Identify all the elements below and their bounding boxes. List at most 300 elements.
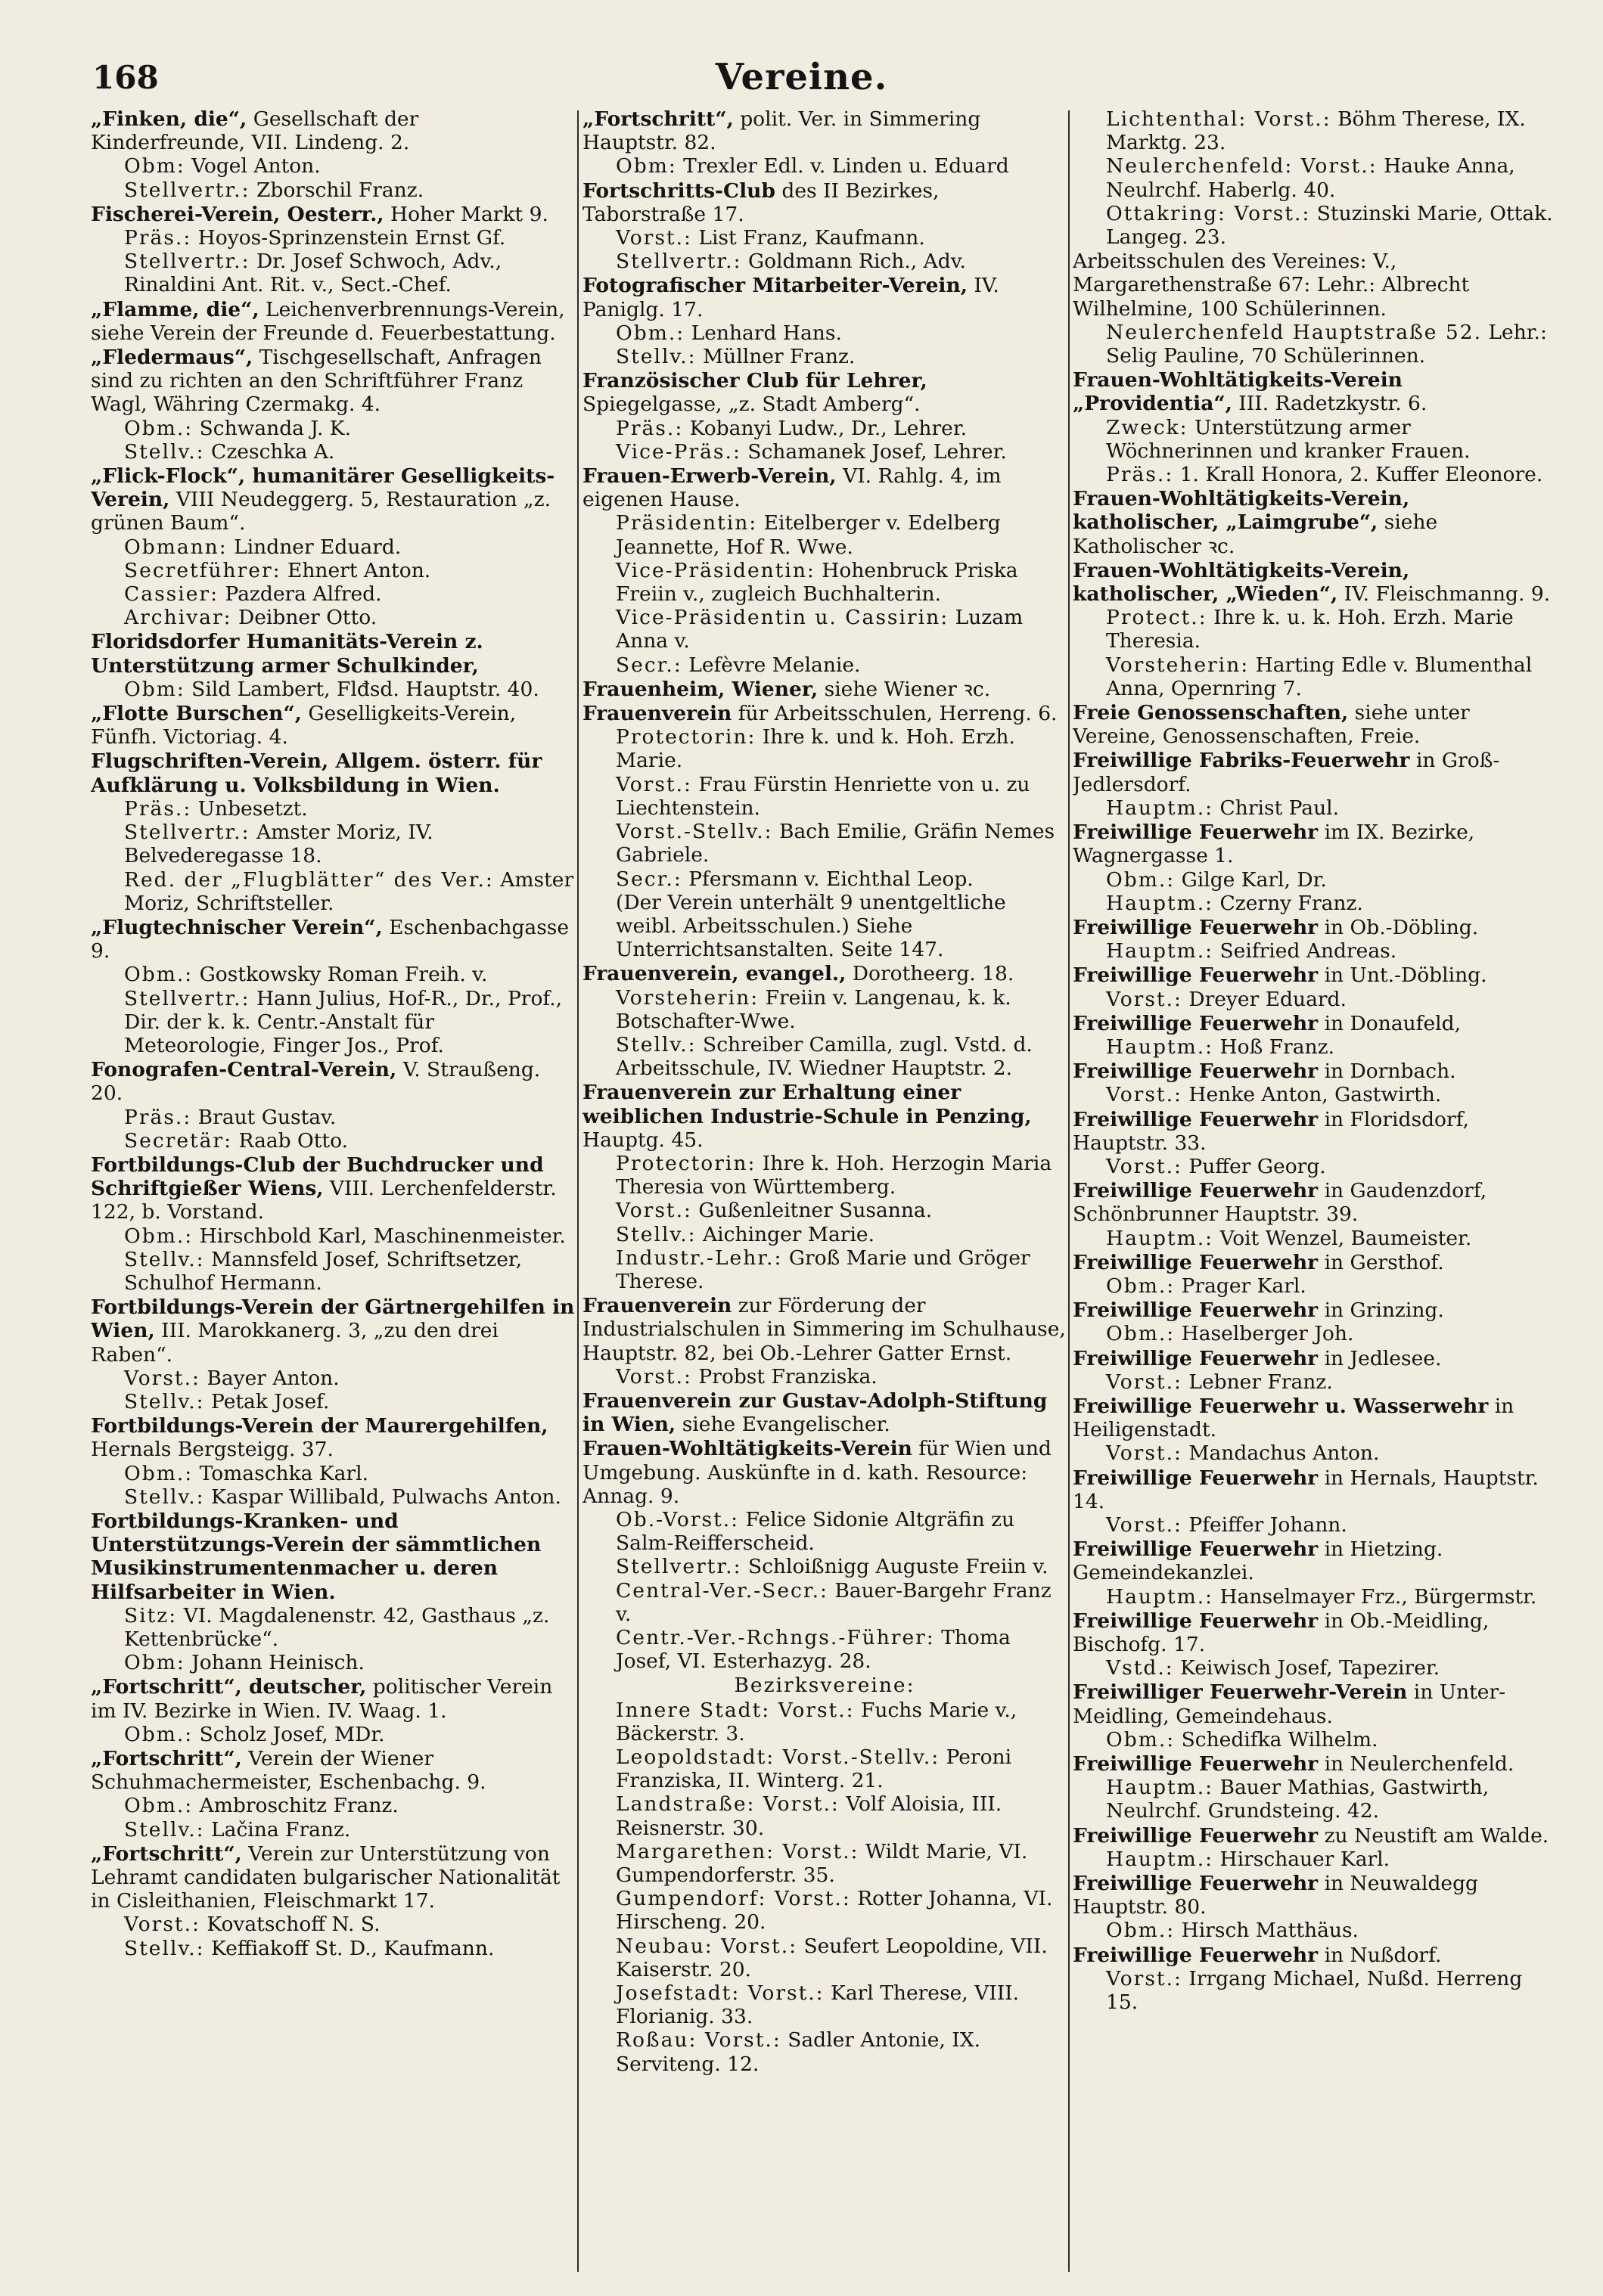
directory-entry <box>91 346 575 464</box>
entry-heading: Freiwillige Feuerwehr <box>1073 1107 1319 1131</box>
entry-officer <box>582 1199 1067 1222</box>
entry-officer <box>91 963 575 986</box>
officer-role: Präs.: <box>124 1105 192 1129</box>
officer-role: Stellv.: <box>616 1032 697 1056</box>
entry-officer <box>582 226 1067 250</box>
officer-name: Böhm Therese, IX. Marktg. 23. <box>1106 107 1526 155</box>
officer-role: Obmann: <box>124 535 228 559</box>
entry-officer <box>91 440 575 464</box>
officer-name: Dr. Josef Schwoch, Adv., Rinaldini Ant. Rit. v., Sect.-Chef. <box>124 250 502 297</box>
officer-role: Secr.: <box>616 653 682 677</box>
officer-name: Gostkowsky Roman Freih. v. <box>193 963 488 987</box>
officer-role: Vorst.: <box>124 1366 200 1390</box>
directory-entry <box>582 369 1067 464</box>
column-1 <box>91 107 575 2278</box>
entry-text: V. Straußeng. 20. <box>91 1058 541 1106</box>
officer-role: Stellv.: <box>124 1817 205 1841</box>
entry-text: in Neuwaldegg Hauptstr. 80. <box>1073 1872 1479 1919</box>
entry-heading: Frauenverein <box>582 1294 732 1318</box>
officer-role: Stellvertr.: <box>124 250 250 274</box>
entry-text: in Neulerchenfeld. <box>1318 1752 1514 1776</box>
directory-entry <box>91 1295 575 1413</box>
officer-role: Landstraße: Vorst.: <box>616 1792 840 1817</box>
entry-officer <box>91 678 575 701</box>
entry-officer <box>582 1935 1067 1981</box>
officer-name: Probst Franziska. <box>691 1364 878 1388</box>
directory-entry <box>1073 1466 1557 1537</box>
entry-text: in Dornbach. <box>1318 1060 1456 1084</box>
entry-text: III. Marokkanerg. 3, „zu den drei Raben“. <box>91 1319 499 1367</box>
officer-name: Trexler Edl. v. Linden u. Eduard <box>676 154 1009 178</box>
officer-role: Neulerchenfeld Hauptstraße 52. <box>1106 320 1483 344</box>
entry-text: des II Bezirkes, Taborstraße 17. <box>582 178 940 226</box>
entry-text: im IX. Bezirke, Wagnergasse 1. <box>1073 821 1475 868</box>
entry-officer <box>1073 1322 1557 1345</box>
officer-role: Ottakring: Vorst.: <box>1106 201 1311 225</box>
entry-heading: Fotografischer Mitarbeiter-Verein, <box>582 274 968 298</box>
entry-text: siehe Katholischer ꝛc. <box>1073 510 1438 558</box>
officer-name: Irrgang Michael, Nußd. Herreng 15. <box>1106 1966 1523 2015</box>
officer-role: Ob.-Vorst.: <box>616 1507 740 1531</box>
officer-role: Obm.: <box>124 1224 194 1248</box>
officer-name: Puffer Georg. <box>1182 1154 1326 1178</box>
directory-entry <box>582 274 1067 368</box>
officer-name: Rotter Johanna, VI. Hirscheng. 20. <box>616 1887 1053 1935</box>
officer-name: Deibner Otto. <box>231 606 377 630</box>
entry-officer <box>1073 1656 1557 1680</box>
officer-role: Vorst.: <box>1106 1966 1182 1990</box>
officer-name: Schedifka Wilhelm. <box>1175 1727 1378 1751</box>
directory-entry <box>91 1675 575 1746</box>
directory-entry <box>1073 559 1557 700</box>
entry-officer <box>91 868 575 915</box>
officer-name: Scholz Josef, MDr. <box>193 1722 385 1746</box>
entry-heading: Fortschritts-Club <box>582 178 775 203</box>
officer-role: Präs.: <box>616 416 684 440</box>
officer-name: Peroni Franziska, II. Winterg. 21. <box>616 1745 1012 1793</box>
entry-officer <box>582 250 1067 273</box>
officer-role: Vorst.: <box>616 772 692 796</box>
officer-name: Stuzinski Marie, Ottak. Langeg. 23. <box>1106 201 1553 250</box>
directory-entry <box>582 1389 1067 1436</box>
officer-role: Hauptm.: <box>1106 891 1214 915</box>
directory-entry <box>1073 1609 1557 1680</box>
officer-role: Hauptm.: <box>1106 1035 1214 1059</box>
entry-heading: Freiwillige Feuerwehr <box>1073 1466 1319 1490</box>
entry-officer <box>582 1792 1067 1839</box>
entry-officer <box>91 1129 575 1153</box>
officer-role: Vice-Präsidentin: <box>616 558 815 582</box>
entry-text: in Hernals, Hauptstr. 14. <box>1073 1466 1539 1513</box>
officer-name: Schwanda J. K. <box>193 416 352 440</box>
directory-entry <box>582 1699 1067 2076</box>
officer-name: List Franz, Kaufmann. <box>691 226 925 250</box>
entry-officer <box>582 986 1067 1033</box>
officer-role: Innere Stadt: Vorst.: <box>616 1698 855 1722</box>
entry-officer <box>582 417 1067 440</box>
entry-heading: Frauenheim, Wiener, <box>582 677 819 701</box>
officer-name: Vogel Anton. <box>185 154 321 178</box>
officer-name: Ambroschitz Franz. <box>193 1794 399 1818</box>
entry-text: VIII Neudeggerg. 5, Restauration „z. grünen Baum“. <box>91 488 551 535</box>
directory-entry <box>582 107 1067 178</box>
entry-heading: Freie Genossenschaften, <box>1073 701 1349 725</box>
entry-heading: Freiwillige Feuerwehr <box>1073 821 1319 845</box>
column-divider <box>1068 110 1070 2272</box>
officer-name: Thoma Josef, VI. Esterhazyg. 28. <box>616 1626 1011 1674</box>
entry-heading: Freiwillige Feuerwehr <box>1073 1011 1319 1035</box>
entry-text: VIII. Lerchenfelderstr. 122, b. Vorstand. <box>91 1177 557 1224</box>
officer-name: Dreyer Eduard. <box>1182 987 1347 1011</box>
entry-heading: Frauen-Erwerb-Verein, <box>582 464 837 489</box>
officer-name: Pfeiffer Johann. <box>1182 1513 1347 1537</box>
officer-name: Kovatschoff N. S. <box>200 1913 381 1937</box>
entry-officer <box>91 1367 575 1390</box>
entry-officer <box>91 226 575 250</box>
entry-officer <box>582 606 1067 653</box>
entry-officer <box>582 653 1067 677</box>
officer-name: Lenhard Hans. <box>685 321 842 345</box>
directory-entry <box>91 702 575 749</box>
entry-officer <box>1073 1274 1557 1298</box>
officer-role: Hauptm.: <box>1106 796 1214 820</box>
directory-entry <box>91 298 575 345</box>
officer-role: Stellv.: <box>124 1936 205 1960</box>
officer-role: Vorst.: <box>1106 1370 1182 1394</box>
entry-officer <box>582 820 1067 867</box>
directory-entry <box>582 702 1067 961</box>
entry-officer <box>1073 1155 1557 1178</box>
officer-name: Mandachus Anton. <box>1182 1441 1380 1466</box>
entry-officer <box>582 725 1067 772</box>
directory-entry <box>1073 1251 1557 1298</box>
officer-name: Raab Otto. <box>232 1128 348 1153</box>
officer-name: Schloißnigg Auguste Freiin v. <box>741 1555 1048 1579</box>
entry-officer <box>582 867 1067 891</box>
entry-heading: Freiwillige Fabriks-Feuerwehr <box>1073 749 1410 773</box>
officer-role: Vorst.: <box>1106 1513 1182 1537</box>
officer-role: Obm.: <box>1106 1274 1176 1298</box>
officer-name: Unterstützung armer Wöchnerinnen und kranker Frauen. <box>1106 415 1471 463</box>
officer-name: Lefèvre Melanie. <box>682 653 861 677</box>
officer-name: Hohenbruck Priska Freiin v., zugleich Buchhalterin. <box>616 558 1018 607</box>
entry-officer <box>91 1937 575 1960</box>
officer-name: Harting Edle v. Blumenthal Anna, Opernring 7. <box>1106 653 1533 700</box>
directory-entry <box>1073 821 1557 915</box>
officer-role: Stellv.: <box>124 1389 205 1413</box>
officer-role: Präsidentin: <box>616 511 758 535</box>
entry-heading: Fortbildungs-Kranken- und Unterstützungs-Verein der sämmtlichen Musikinstrumentenmacher u. deren Hilfsarbeiter in Wien. <box>91 1509 542 1604</box>
officer-role: Obm.: <box>1106 1727 1176 1751</box>
entry-heading: Freiwillige Feuerwehr <box>1073 1250 1319 1274</box>
officer-name: Lehr.: Selig Pauline, 70 Schülerinnen. <box>1106 320 1547 368</box>
entry-officer <box>1073 939 1557 963</box>
officer-name: Czerny Franz. <box>1213 891 1363 915</box>
officer-role: Neubau: Vorst.: <box>616 1934 798 1958</box>
entry-officer <box>1073 606 1557 653</box>
directory-entry <box>1073 1060 1557 1106</box>
officer-role: Stellvertr.: <box>124 178 250 202</box>
entry-heading: Frauen-Wohltätigkeits-Verein, katholischer, „Laimgrube“, <box>1073 487 1410 535</box>
entry-officer <box>91 1485 575 1509</box>
officer-role: Obm.: <box>124 1461 194 1485</box>
entry-officer <box>582 1555 1067 1578</box>
entry-officer <box>1073 796 1557 820</box>
officer-role: Secr.: <box>616 867 682 891</box>
entry-officer <box>91 582 575 606</box>
entry-heading: Freiwillige Feuerwehr <box>1073 1609 1319 1633</box>
entry-officer <box>91 606 575 629</box>
directory-entry <box>1073 916 1557 963</box>
officer-name: Luzam Anna v. <box>616 606 1024 653</box>
entry-heading: Freiwillige Feuerwehr <box>1073 963 1319 988</box>
entry-officer <box>582 559 1067 606</box>
entry-heading: Freiwillige Feuerwehr <box>1073 1943 1319 1967</box>
entry-text: Eschenbachgasse 9. <box>91 915 570 963</box>
officer-name: Zborschil Franz. <box>250 178 424 202</box>
entry-officer <box>1073 154 1557 201</box>
officer-role: Obm: <box>124 154 185 178</box>
entry-officer <box>582 154 1067 178</box>
officer-role: Protect.: <box>1106 606 1207 630</box>
officer-name: Sild Lambert, Flđsd. Hauptstr. 40. <box>185 677 539 701</box>
officer-role: Central-Ver.-Secr.: <box>616 1578 828 1603</box>
entry-officer <box>91 178 575 202</box>
directory-entry <box>91 630 575 701</box>
entry-officer <box>91 1794 575 1817</box>
directory-entry <box>1073 1347 1557 1394</box>
officer-role: Obm.: <box>1106 1322 1176 1346</box>
officer-role: Vorst.: <box>1106 1083 1182 1107</box>
officer-name: Unbesetzt. <box>191 796 308 821</box>
officer-name: Kaspar Willibald, Pulwachs Anton. <box>204 1485 561 1509</box>
officer-role: Vice-Präsidentin u. Cassirin: <box>616 606 949 630</box>
entry-officer <box>582 511 1067 558</box>
officer-role: Obm.: <box>124 963 194 987</box>
officer-role: Vorsteherin: <box>1106 653 1250 677</box>
entry-heading: „Fortschritt“, <box>91 1841 242 1866</box>
entry-officer <box>582 1246 1067 1293</box>
officer-name: Hoß Franz. <box>1213 1035 1334 1059</box>
entry-officer <box>582 1033 1067 1080</box>
directory-entry <box>91 916 575 1057</box>
entry-officer <box>1073 1728 1557 1751</box>
officer-name: Lindner Eduard. <box>227 535 402 559</box>
entry-officer <box>1073 1083 1557 1106</box>
entry-officer <box>1073 1585 1557 1609</box>
officer-role: Vorst.: <box>1106 1441 1182 1466</box>
entry-officer <box>91 559 575 582</box>
page-title: Vereine. <box>715 56 888 98</box>
entry-officer <box>91 1224 575 1248</box>
entry-officer <box>1073 653 1557 700</box>
entry-text: Geselligkeits-Verein, Fünfh. Victoriag. 4. <box>91 702 517 749</box>
officer-role: Stellvertr.: <box>124 986 250 1010</box>
officer-name: Bauer-Bargehr Franz v. <box>616 1578 1052 1626</box>
entry-officer <box>1073 321 1557 368</box>
entry-text: in Ob.-Döbling. <box>1318 915 1479 939</box>
entry-text: in Unter-Meidling, Gemeindehaus. <box>1073 1680 1506 1728</box>
directory-entry <box>582 678 1067 701</box>
officer-name: Mannsfeld Josef, Schriftsetzer, Schulhof Hermann. <box>124 1247 523 1295</box>
entry-heading: Fonografen-Central-Verein, <box>91 1058 397 1082</box>
officer-role: Stellv.: <box>616 1222 697 1246</box>
officer-name: Schamanek Josef, Lehrer. <box>741 439 1007 464</box>
officer-role: Zweck: <box>1106 415 1188 439</box>
directory-entry <box>91 1842 575 1960</box>
officer-name: Felice Sidonie Altgräfin zu Salm-Reifferscheid. <box>616 1507 1015 1556</box>
entry-officer <box>582 1579 1067 1626</box>
directory-entry <box>1073 1179 1557 1250</box>
officer-name: Haselberger Joh. <box>1175 1322 1354 1346</box>
officer-name: Hirschauer Karl. <box>1213 1847 1390 1871</box>
directory-entry <box>582 962 1067 1080</box>
officer-role: Obm.: <box>124 1722 194 1746</box>
entry-officer <box>1073 1441 1557 1465</box>
directory-entry <box>1073 1680 1557 1751</box>
directory-entry <box>582 1674 1067 1697</box>
entry-text: Tischgesellschaft, Anfragen sind zu richten an den Schriftführer Franz Wagl, Währing Czermakg. 4. <box>91 346 542 417</box>
entry-heading: „Flamme, die“, <box>91 297 259 321</box>
officer-role: Protectorin: <box>616 725 756 749</box>
entry-heading: „Flick-Flock“, humanitärer Geselligkeits-Verein, <box>91 464 555 512</box>
entry-officer <box>91 417 575 440</box>
entry-heading: Frauenverein zur Gustav-Adolph-Stiftung in Wien, <box>582 1388 1048 1437</box>
entry-text: Verein zur Unterstützung von Lehramt candidaten bulgarischer Nationalität in Cisleithanien, Fleischmarkt 17. <box>91 1841 561 1913</box>
entry-text: Dorotheerg. 18. <box>846 962 1014 986</box>
entry-heading: Freiwillige Feuerwehr <box>1073 1346 1319 1370</box>
entry-officer <box>582 773 1067 820</box>
entry-text: Hoher Markt 9. <box>384 202 548 226</box>
entry-text: in Jedlesee. <box>1318 1346 1442 1370</box>
entry-heading: Freiwillige Feuerwehr u. Wasserwehr <box>1073 1394 1489 1418</box>
entry-text: Hernals Bergsteigg. 37. <box>91 1438 334 1462</box>
entry-heading: „Fledermaus“, <box>91 346 253 370</box>
officer-name: Groß Marie und Gröger Therese. <box>616 1246 1030 1293</box>
officer-role: Obm: <box>124 1651 185 1675</box>
entry-officer <box>582 1699 1067 1745</box>
officer-name: Petak Josef. <box>204 1389 330 1413</box>
directory-entry <box>1073 1944 1557 2015</box>
directory-entry <box>582 1437 1067 1673</box>
entry-text: zur Förderung der Industrialschulen in Simmering im Schulhause, Hauptstr. 82, bei Ob.-Lehrer Gatter Ernst. <box>582 1294 1066 1365</box>
directory-entry <box>1073 1824 1557 1871</box>
entry-officer <box>1073 1513 1557 1537</box>
column-divider <box>577 110 579 2272</box>
directory-entry <box>1073 107 1557 249</box>
directory-entry <box>1073 963 1557 1010</box>
officer-name: Amster Moriz, IV. Belvederegasse 18. <box>124 821 433 868</box>
entry-officer <box>91 250 575 296</box>
entry-heading: Frauenverein zur Erhaltung einer weiblichen Industrie-Schule in Penzing, <box>582 1081 1032 1128</box>
officer-role: Stellvertr.: <box>616 1555 742 1579</box>
entry-text: in Gaudenzdorf, Schönbrunner Hauptstr. 39. <box>1073 1179 1487 1227</box>
officer-name: Müllner Franz. <box>696 345 856 369</box>
directory-entry <box>91 464 575 629</box>
officer-role: Industr.-Lehr.: <box>616 1246 783 1270</box>
entry-heading: Frauenverein, evangel., <box>582 962 847 986</box>
entry-officer <box>582 440 1067 464</box>
entry-officer <box>91 1651 575 1674</box>
officer-role: Stellv.: <box>616 345 697 369</box>
directory-entry <box>1073 1395 1557 1466</box>
officer-role: Präs.: <box>124 796 192 821</box>
entry-text: in Ob.-Meidling, Bischofg. 17. <box>1073 1609 1490 1656</box>
entry-officer <box>1073 988 1557 1011</box>
officer-name: Ihre k. Hoh. Herzogin Maria Theresia von Württemberg. <box>616 1151 1052 1199</box>
entry-officer <box>1073 463 1557 486</box>
officer-role: Vorst.: <box>1106 987 1182 1011</box>
entry-heading: Freiwillige Feuerwehr <box>1073 1179 1319 1203</box>
officer-name: Johann Heinisch. <box>185 1651 365 1675</box>
entry-officer <box>582 1840 1067 1887</box>
page-header <box>0 0 1603 106</box>
officer-name: Ihre k. u. k. Hoh. Erzh. Marie Theresia. <box>1106 606 1514 653</box>
entry-text: Spiegelgasse, „z. Stadt Amberg“. <box>582 392 921 417</box>
officer-name: VI. Magdalenenstr. 42, Gasthaus „z. Kettenbrücke“. <box>124 1603 550 1651</box>
entry-officer <box>91 1390 575 1413</box>
officer-name: Seifried Andreas. <box>1213 939 1397 963</box>
officer-name: Volf Aloisia, III. Reisnerstr. 30. <box>616 1792 1002 1840</box>
entry-text: für Wien und Umgebung. Auskünfte in d. kath. Resource: Annag. 9. <box>582 1437 1052 1508</box>
directory-entry <box>1073 701 1557 748</box>
directory-entry <box>91 1058 575 1153</box>
officer-name: Hann Julius, Hof-R., Dr., Prof., Dir. der k. k. Centr.-Anstalt für Meteorologie, Finger Jos., Prof. <box>124 986 563 1057</box>
officer-name: Frau Fürstin Henriette von u. zu Liechtenstein. <box>616 772 1030 820</box>
officer-name: Seufert Leopoldine, VII. Kaiserstr. 20. <box>616 1934 1048 1981</box>
officer-name: Henke Anton, Gastwirth. <box>1182 1083 1442 1107</box>
directory-entry <box>1073 749 1557 820</box>
officer-role: Vorst.-Stellv.: <box>616 820 773 844</box>
entry-heading: „Flotte Burschen“, <box>91 702 302 726</box>
officer-name: Gußenleitner Susanna. <box>691 1199 933 1223</box>
officer-role: Stellvertr.: <box>124 821 250 845</box>
column-3 <box>1073 107 1557 2278</box>
entry-heading: Freiwillige Feuerwehr <box>1073 1060 1319 1084</box>
officer-role: Neulerchenfeld: Vorst.: <box>1106 154 1378 178</box>
entry-officer <box>582 1887 1067 1934</box>
officer-name: Aichinger Marie. <box>696 1222 875 1246</box>
entry-officer <box>91 1913 575 1936</box>
officer-role: Sitz: <box>124 1603 178 1627</box>
entry-heading: „Fortschritt“, <box>582 107 734 131</box>
directory-entry <box>1073 368 1557 486</box>
officer-name: Hirsch Matthäus. <box>1175 1919 1359 1943</box>
officer-role: Hauptm.: <box>1106 1776 1214 1800</box>
directory-entry <box>582 1081 1067 1293</box>
officer-role: Präs.: <box>1106 463 1174 487</box>
entry-heading: Fortbildungs-Verein der Gärtnergehilfen in Wien, <box>91 1295 575 1343</box>
entry-text: in Gersthof. <box>1318 1250 1444 1274</box>
entry-text: in Grinzing. <box>1318 1298 1444 1323</box>
directory-entry <box>582 1294 1067 1388</box>
entry-text: in Floridsdorf, Hauptstr. 33. <box>1073 1107 1469 1155</box>
entry-officer <box>91 154 575 178</box>
entry-heading: Fortbildungs-Club der Buchdrucker und Schriftgießer Wiens, <box>91 1153 544 1201</box>
entry-officer <box>1073 1370 1557 1394</box>
entry-heading: Flugschriften-Verein, Allgem. österr. für Aufklärung u. Volksbildung in Wien. <box>91 749 542 797</box>
entry-text: polit. Ver. in Simmering Hauptstr. 82. <box>582 107 981 155</box>
directory-entry <box>582 464 1067 677</box>
entry-heading: Floridsdorfer Humanitäts-Verein z. Unterstützung armer Schulkinder, <box>91 630 483 678</box>
directory-entry <box>1073 250 1557 368</box>
entry-officer <box>582 321 1067 345</box>
officer-name: Wildt Marie, VI. Gumpendorferstr. 35. <box>616 1839 1028 1888</box>
entry-officer <box>91 1248 575 1295</box>
entry-officer <box>582 1152 1067 1199</box>
officer-role: Stellv.: <box>124 439 205 464</box>
officer-name: Hanselmayer Frz., Bürgermstr. <box>1213 1584 1537 1609</box>
